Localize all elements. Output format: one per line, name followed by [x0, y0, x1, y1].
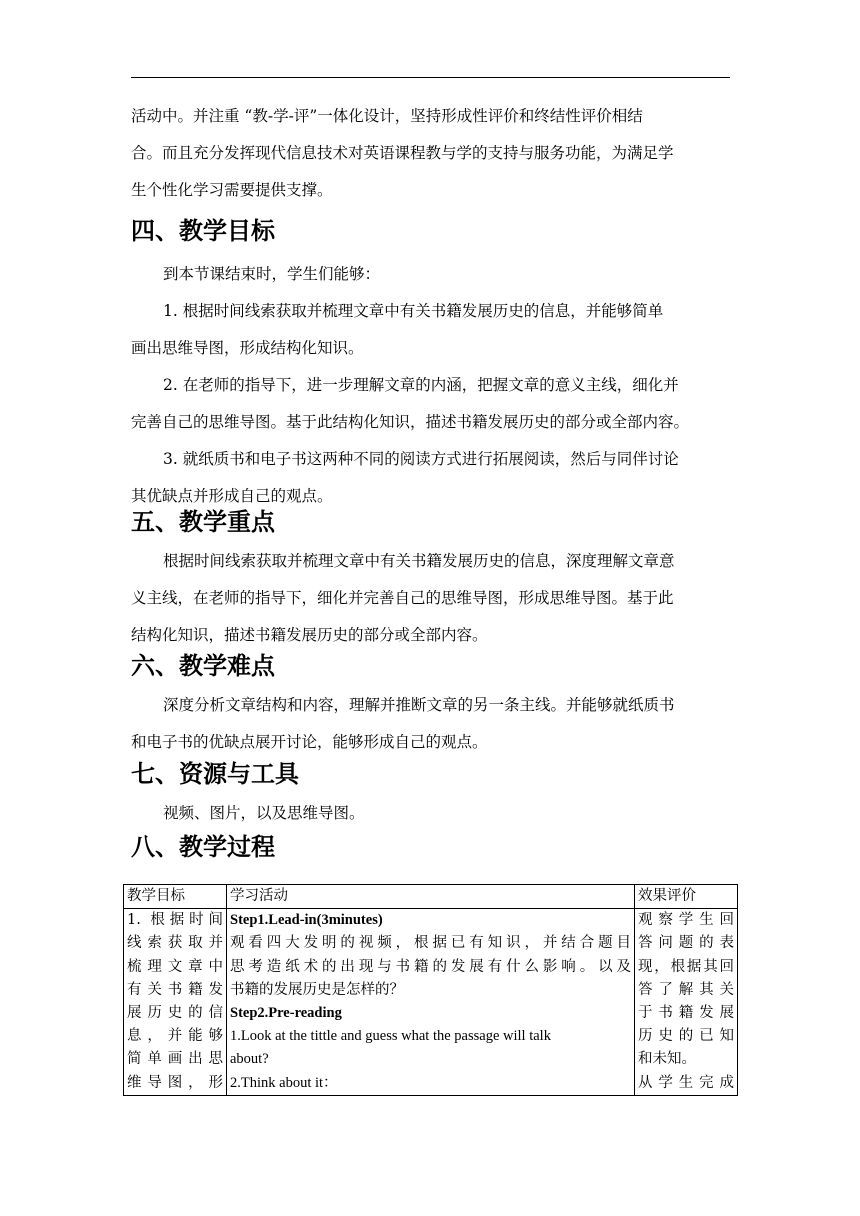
text-line: 生个性化学习需要提供支撑。 [131, 181, 333, 199]
text-line: 活动中。并注重 “教-学-评”一体化设计，坚持形成性评价和终结性评价相结 [131, 107, 643, 125]
cell-line: 线索获取并 [127, 935, 223, 952]
section-heading-process: 八、教学过程 [131, 833, 275, 861]
section-heading-goals: 四、教学目标 [131, 217, 275, 245]
cell-line: 息，并能够 [127, 1028, 223, 1045]
cell-line: 维导图，形 [127, 1074, 223, 1091]
key-points-section [131, 543, 730, 654]
activity-cell [227, 909, 635, 1096]
cell-line: 答问题的表 [638, 935, 734, 952]
cell-line: 观察学生回 [638, 912, 734, 929]
text-line: 深度分析文章结构和内容，理解并推断文章的另一条主线。并能够就纸质书 [163, 696, 675, 714]
table-row [124, 909, 738, 1096]
cell-line: 有关书籍发 [127, 981, 223, 998]
cell-line: 从学生完成 [638, 1074, 734, 1091]
cell-line: 答了解其关 [638, 981, 734, 998]
goals-section [131, 256, 730, 515]
step-title: Step2.Pre-reading [230, 1005, 342, 1022]
text-line: 根据时间线索获取并梳理文章中有关书籍发展历史的信息，深度理解文章意 [163, 552, 675, 570]
cell-line: 2.Think about it： [230, 1074, 338, 1091]
header-rule [131, 77, 730, 78]
section-heading-key-points: 五、教学重点 [131, 508, 275, 536]
table-header-cell: 教学目标 [124, 885, 227, 909]
text-line: 其优缺点并形成自己的观点。 [131, 487, 333, 505]
text-line: 3. 就纸质书和电子书这两种不同的阅读方式进行拓展阅读，然后与同伴讨论 [163, 450, 679, 468]
table-header-cell: 效果评价 [635, 885, 738, 909]
text-line: 1. 根据时间线索获取并梳理文章中有关书籍发展历史的信息，并能够简单 [163, 302, 664, 320]
goal-cell [124, 909, 227, 1096]
resources-section [131, 795, 730, 832]
evaluation-cell [635, 909, 738, 1096]
cell-line: 简单画出思 [127, 1051, 223, 1068]
text-line: 结构化知识，描述书籍发展历史的部分或全部内容。 [131, 626, 488, 644]
table-header-row [124, 885, 738, 909]
step-title: Step1.Lead-in(3minutes) [230, 912, 383, 929]
cell-line: 1. 根据时间 [127, 912, 223, 929]
text-line: 和电子书的优缺点展开讨论，能够形成自己的观点。 [131, 733, 488, 751]
text-line: 到本节课结束时，学生们能够： [163, 265, 381, 283]
cell-line: 和未知。 [638, 1051, 696, 1068]
cell-line: about? [230, 1051, 269, 1068]
cell-line: 梳理文章中 [127, 958, 223, 975]
cell-line: 历史的已知 [638, 1028, 734, 1045]
difficulties-section [131, 687, 730, 761]
cell-line: 于书籍发展 [638, 1005, 734, 1022]
cell-line: 思考造纸术的出现与书籍的发展有什么影响。以及 [230, 958, 631, 975]
text-line: 2. 在老师的指导下，进一步理解文章的内涵，把握文章的意义主线，细化并 [163, 376, 679, 394]
text-line: 合。而且充分发挥现代信息技术对英语课程教与学的支持与服务功能，为满足学 [131, 144, 674, 162]
text-line: 画出思维导图，形成结构化知识。 [131, 339, 364, 357]
cell-line: 展历史的信 [127, 1005, 223, 1022]
cell-line: 1.Look at the tittle and guess what the passage will talk [230, 1028, 551, 1045]
intro-paragraph [131, 98, 730, 209]
text-line: 视频、图片，以及思维导图。 [163, 804, 365, 822]
teaching-process-table [123, 884, 738, 1096]
text-line: 义主线，在老师的指导下，细化并完善自己的思维导图，形成思维导图。基于此 [131, 589, 674, 607]
cell-line: 观看四大发明的视频，根据已有知识，并结合题目 [230, 935, 631, 952]
section-heading-resources: 七、资源与工具 [131, 760, 299, 788]
cell-line: 书籍的发展历史是怎样的？ [230, 981, 404, 998]
section-heading-difficulties: 六、教学难点 [131, 652, 275, 680]
table-header-cell: 学习活动 [227, 885, 635, 909]
text-line: 完善自己的思维导图。基于此结构化知识，描述书籍发展历史的部分或全部内容。 [131, 413, 690, 431]
cell-line: 现，根据其回 [638, 958, 734, 975]
